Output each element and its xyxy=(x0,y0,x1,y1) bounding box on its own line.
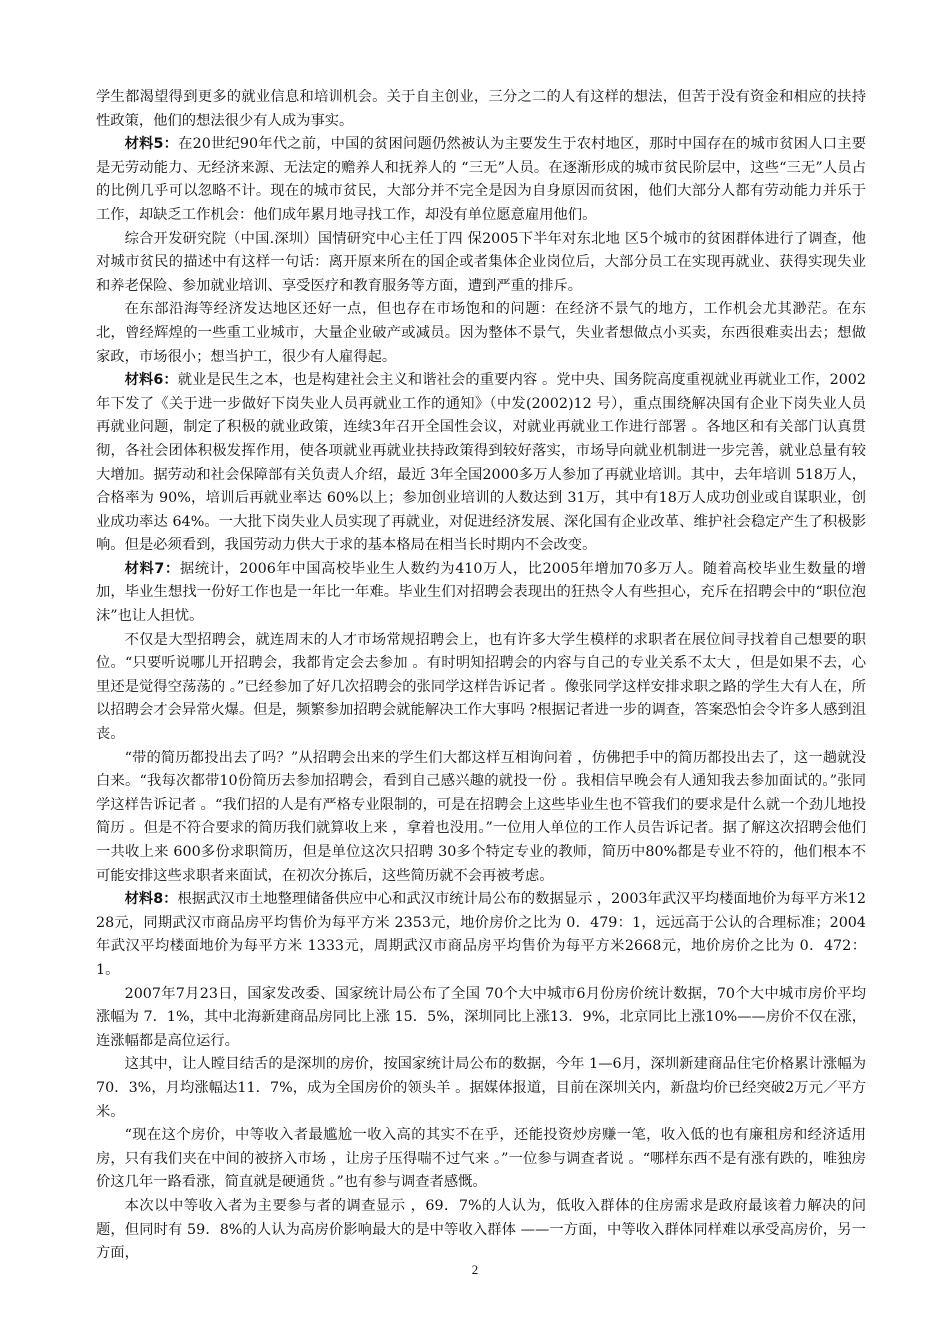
material-label: 材料5： xyxy=(124,136,179,153)
paragraph xyxy=(96,983,866,1054)
paragraph-text: 据统计，2006年中国高校毕业生人数约为410万人，比2005年增加70多万人。随着高校毕业生数量的增加，毕业生想找一份好工作也是一年比一年难。毕业生们对招聘会表现出的狂热令人有些担心，充斥在招聘会中的“职位泡沫”也让人担忧。 xyxy=(96,560,866,625)
material-label: 材料8： xyxy=(124,891,178,908)
paragraph-text: 不仅是大型招聘会，就连周末的人才市场常规招聘会上，也有许多大学生模样的求职者在展位间寻找着自己想要的职位。“只要听说哪儿开招聘会，我都肯定会去参加 。有时明知招聘会的内容与自己的专业关系不太大 ，但是如果不去，心里还是觉得空荡荡的 。”已经参加了好几次招聘会的张同学这样告诉记者 。像张同学这样安排求职之路的学生大有人在，所以招聘会才会异常火爆。但是，频繁参加招聘会就能解决工作大事吗 ?根据记者进一步的调查，答案恐怕会令许多人感到沮丧。 xyxy=(96,631,866,743)
paragraph xyxy=(96,228,866,299)
page-number: 2 xyxy=(471,1262,479,1277)
paragraph xyxy=(96,86,866,133)
paragraph xyxy=(96,298,866,369)
paragraph xyxy=(96,747,866,889)
paragraph-text: 这其中，让人瞠目结舌的是深圳的房价，按国家统计局公布的数据，今年 1—6月，深圳新建商品住宅价格累计涨幅为70．3%，月均涨幅达11．7%，成为全国房价的领头羊 。据媒体报道，目前在深圳关内，新盘均价已经突破2万元／平方米。 xyxy=(96,1056,866,1120)
paragraph-text: 2007年7月23日，国家发改委、国家统计局公布了全国 70个大中城市6月份房价统计数据，70个大中城市房价平均涨幅为 7．1%，其中北海新建商品房同比上涨 15．5%，深圳同比上涨13．9%，北京同比上涨10%——房价不仅在涨，连涨幅都是高位运行。 xyxy=(96,985,866,1049)
material-7-paragraph xyxy=(96,558,866,629)
paragraph-text: 根据武汉市土地整理储备供应中心和武汉市统计局公布的数据显示 ，2003年武汉平均楼面地价为每平方米1228元，同期武汉市商品房平均售价为每平方米 2353元，地价房价之比为 0．479：1，远远高于公认的合理标准；2004年武汉平均楼面地价为每平方米 1333元，周期武汉市商品房平均售价为每平方米2668元，地价房价之比为 0．472：1。 xyxy=(96,891,866,978)
material-6-paragraph xyxy=(96,369,866,558)
document-page xyxy=(96,86,866,1266)
paragraph-text: “带的简历都投出去了吗？”从招聘会出来的学生们大都这样互相询问着 ，仿佛把手中的简历都投出去了，这一趟就没白来。“我每次都带10份简历去参加招聘会，看到自己感兴趣的就投一份 。我相信早晚会有人通知我去参加面试的。”张同学这样告诉记者 。“我们招的人是有严格专业限制的，可是在招聘会上这些毕业生也不管我们的要求是什么就一个劲儿地投简历 。但是不符合要求的简历我们就算收上来 ，拿着也没用。”一位用人单位的工作人员告诉记者。据了解这次招聘会他们一共收上来 600多份求职简历，但是单位这次只招聘 30多个特定专业的教师，简历中80%都是专业不符的，他们根本不可能安排这些求职者来面试，在初次分拣后，这些简历就不会再被考虑。 xyxy=(96,749,866,884)
material-8-paragraph xyxy=(96,888,866,982)
paragraph xyxy=(96,1124,866,1195)
paragraph-text: 学生都渴望得到更多的就业信息和培训机会。关于自主创业，三分之二的人有这样的想法，但苦于没有资金和相应的扶持性政策，他们的想法很少有人成为事实。 xyxy=(96,89,866,129)
paragraph-text: “现在这个房价，中等收入者最尴尬一收入高的其实不在乎，还能投资炒房赚一笔，收入低的也有廉租房和经济适用房，只有我们夹在中间的被挤入市场 ，让房子压得喘不过气来 。”一位参与调查者说 。“哪样东西不是有涨有跌的，唯独房价这几年一路看涨，简直就是硬通货 。”也有参与调查者感慨。 xyxy=(96,1127,866,1191)
paragraph-text: 本次以中等收入者为主要参与者的调查显示 ，69．7%的人认为，低收入群体的住房需求是政府最该着力解决的问题，但同时有 59．8%的人认为高房价影响最大的是中等收入群体 ——一方面，中等收入群体同样难以承受高房价，另一方面， xyxy=(96,1197,866,1262)
material-label: 材料7： xyxy=(124,560,180,577)
paragraph-text: 就业是民生之本，也是构建社会主义和谐社会的重要内容 。党中央、国务院高度重视就业再就业工作，2002年下发了《关于进一步做好下岗失业人员再就业工作的通知》（中发(2002)12 号），重点围绕解决国有企业下岗失业人员再就业问题，制定了积极的就业政策，连续3年召开全国性会议，对就业再就业工作进行部署 。各地区和有关部门认真贯彻，各社会团体积极发挥作用，使各项就业再就业扶持政策得到较好落实，市场导向就业机制进一步完善，就业总量有较大增加。据劳动和社会保障部有关负责人介绍，最近 3年全国2000多万人参加了再就业培训。其中，去年培训 518万人，合格率为 90%，培训后再就业率达 60%以上；参加创业培训的人数达到 31万，其中有18万人成功创业或自谋职业，创业成功率达 64%。一大批下岗失业人员实现了再就业，对促进经济发展、深化国有企业改革、维护社会稳定产生了积极影响。但是必须看到，我国劳动力供大于求的基本格局在相当长时期内不会改变。 xyxy=(96,372,866,554)
paragraph-text: 综合开发研究院（中国.深圳）国情研究中心主任丁四 保2005下半年对东北地 区5个城市的贫困群体进行了调查，他对城市贫民的描述中有这样一句话：离开原来所在的国企或者集体企业岗位后，大部分员工在实现再就业、获得实现失业和养老保险、参加就业培训、享受医疗和教育服务等方面，遭到严重的排斥。 xyxy=(96,230,866,294)
material-5-paragraph xyxy=(96,133,866,227)
paragraph-text: 在东部沿海等经济发达地区还好一点，但也存在市场饱和的问题：在经济不景气的地方，工作机会尤其渺茫。在东北，曾经辉煌的一些重工业城市，大量企业破产或减员。因为整体不景气，失业者想做点小买卖，东西很难卖出去；想做家政，市场很小；想当护工，很少有人雇得起。 xyxy=(96,301,866,365)
paragraph xyxy=(96,1053,866,1124)
paragraph-text: 在20世纪90年代之前，中国的贫困问题仍然被认为主要发生于农村地区，那时中国存在的城市贫困人口主要是无劳动能力、无经济来源、无法定的赡养人和抚养人的 “三无”人员。在逐渐形成的城市贫民阶层中，这些“三无”人员占的比例几乎可以忽略不计。现在的城市贫民，大部分并不完全是因为自身原因而贫困，他们大部分人都有劳动能力并乐于工作，却缺乏工作机会：他们成年累月地寻找工作，却没有单位愿意雇用他们。 xyxy=(96,136,866,223)
paragraph xyxy=(96,1195,866,1266)
paragraph xyxy=(96,629,866,747)
material-label: 材料6： xyxy=(124,372,178,389)
